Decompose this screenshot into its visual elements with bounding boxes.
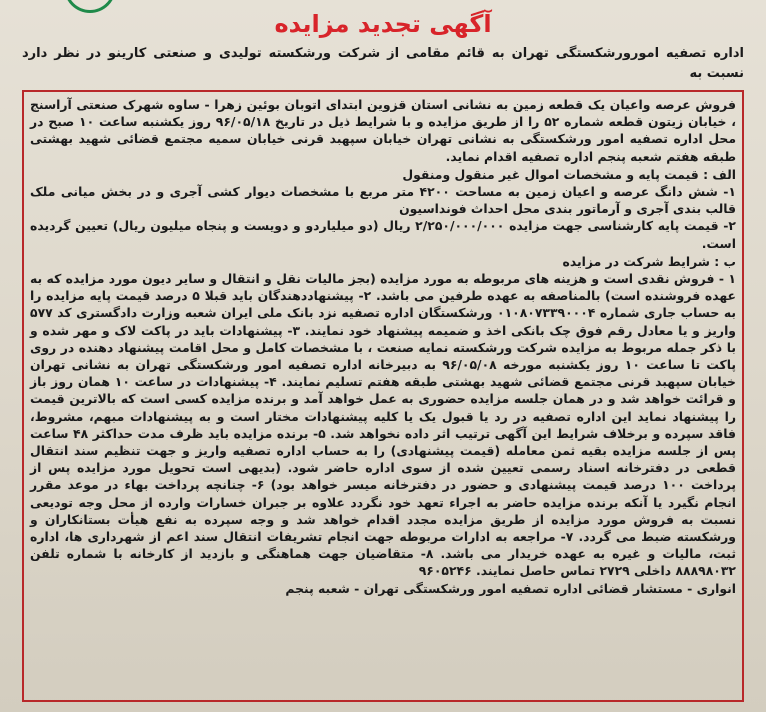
notice-title: آگهی تجدید مزایده: [274, 10, 492, 38]
notice-intro: اداره تصفیه امورورشکستگی تهران به قائم مقامی از شرکت ورشکسته تولیدی و صنعتی کارینو در نظر دارد نسبت به: [22, 46, 744, 81]
section-a-heading: الف : قیمت پایه و مشخصات اموال غیر منقول ومنقول: [402, 166, 736, 182]
section-b-conditions: ۱ - فروش نقدی است و هزینه های مربوطه به مورد مزایده (بجز مالیات نقل و انتقال و سایر دیون مورد مزایده که به عهده فروشنده است) بالمناصفه به عهده طرفین می باشد. ۲- پیشنهاددهندگان باید قبلا ۵ درصد قیمت پایه مزایده را به حساب جاری شماره ۰۱۰۸۰۷۳۳۹۰۰۰۴ ورشکستگان اداره تصفیه نزد بانک ملی ایران شعبه وزارت دادگستری کد ۵۷۷ واریز و یا معادل رقم فوق چک بانکی اخذ و ضمیمه پیشنهاد خود نمایند. ۳- پیشنهادات باید در پاکت لاک و مهر شده و با ذکر جمله مربوط به مزایده شرکت ورشکسته نمایه صنعت ، با مشخصات کامل و محل اقامت پیشنهاد دهنده در روی پاکت تا ساعت ۱۰ روز یکشنبه مورخه ۹۶/۰۵/۰۸ به دبیرخانه اداره تصفیه امور ورشکستگی تهران به نشانی تهران خیابان سپهبد قرنی مجتمع قضائی شهید بهشتی طبقه هفتم تسلیم نمایند. ۴- پیشنهادات در ساعت ۱۰ همان روز باز و قرائت خواهد شد و در همان جلسه مزایده حضوری به عمل خواهد آمد و برنده مزایده کسی است که بالاترین قیمت را پیشنهاد نماید این اداره تصفیه در رد یا قبول یک یا کلیه پیشنهادات مختار است و به پیشنهادات مبهم، مشروط، فاقد سپرده و برخلاف شرایط این آگهی ترتیب اثر داده نخواهد شد. ۵- برنده مزایده باید ظرف مدت حداکثر ۴۸ ساعت پس از جلسه مزایده بقیه ثمن معامله (قیمت پیشنهادی) را به حساب اداره تصفیه واریز و جهت تنظیم سند انتقال قطعی در دفترخانه اسناد رسمی تعیین شده از سوی اداره حاضر شود. (بدیهی است تحویل مورد مزایده پس از پرداخت ۱۰۰ درصد قیمت پیشنهادی و حضور در دفترخانه میسر خواهد بود) ۶- چنانچه پرداخت بهاء در موعد مقرر انجام نگیرد یا آنکه برنده مزایده حاضر به اجراء تعهد خود نگردد علاوه بر جبران خسارات وارده از محل وجه تودیعی نسبت به فروش مورد مزایده از طریق مزایده مجدد اقدام خواهد شد و وجه سپرده به نفع هیأت بستانکاران و ورشکسته ضبط می گردد. ۷- مراجعه به ادارات مربوطه جهت انجام تشریفات انتقال سند اعم از شهرداری ها، اداره ثبت، مالیات و غیره به عهده خریدار می باشد. ۸- متقاضیان جهت هماهنگی و بازدید از کارخانه با شماره تلفن ۸۸۸۹۸۰۳۲ داخلی ۲۷۲۹ تماس حاصل نمایند. ۹۶۰۵۲۴۶: [30, 271, 737, 579]
section-b-heading: ب : شرایط شرکت در مزایده: [562, 253, 736, 269]
signature-line: انواری - مستشار قضائی اداره تصفیه امور ورشکستگی تهران - شعبه پنجم: [285, 580, 736, 596]
paragraph-sale-description: فروش عرصه واعیان یک قطعه زمین به نشانی استان قزوین ابتدای اتوبان بوئین زهرا - ساوه شهرک صنعتی آراسنج ، خیابان زیتون قطعه شماره ۵۲ را از طریق مزایده و با شرایط ذیل در تاریخ ۹۶/۰۵/۱۸ روز یکشنبه ساعت ۱۰ صبح در محل اداره تصفیه امور ورشکستگی به نشانی تهران خیابان سپهبد قرنی خیابان سمیه مجتمع قضائی شهید بهشتی طبقه هفتم شعبه پنجم اداره تصفیه اقدام نماید.: [30, 97, 736, 164]
notice-body: [30, 96, 736, 597]
section-a-item-2: ۲- قیمت پایه کارشناسی جهت مزایده ۲/۲۵۰/۰۰۰/۰۰۰ ریال (دو میلیاردو و دویست و پنجاه میلیون ریال) تعیین گردیده است.: [30, 218, 736, 251]
section-a-item-1: ۱- شش دانگ عرصه و اعیان زمین به مساحت ۴۲۰۰ متر مربع با مشخصات دیوار کشی آجری و در بخش میانی ملک قالب بندی آجری و آرماتور بندی محل احداث فونداسیون: [30, 184, 736, 217]
